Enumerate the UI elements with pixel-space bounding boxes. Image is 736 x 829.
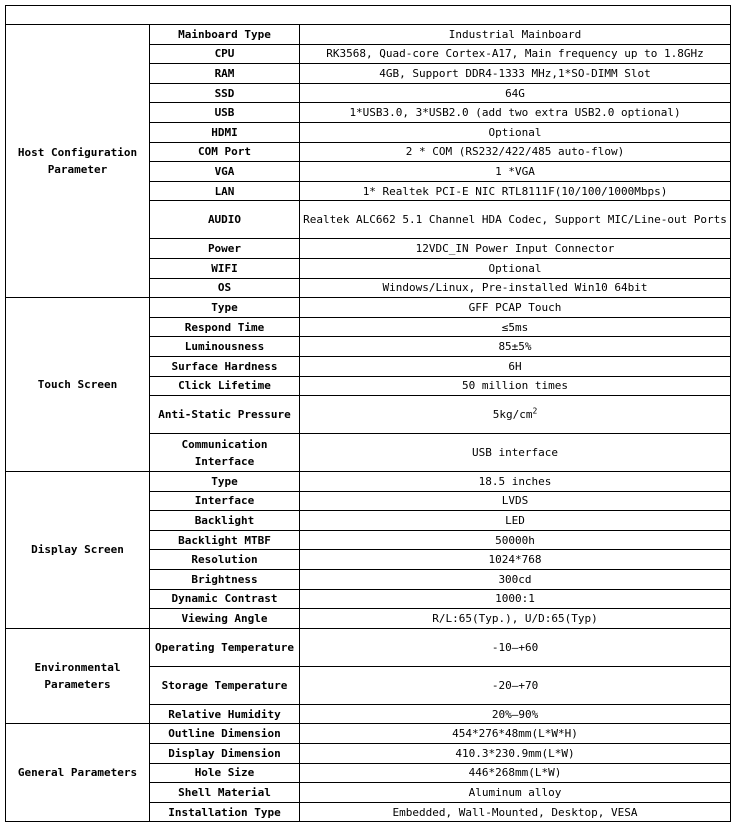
param-cell: Respond Time (150, 317, 300, 337)
value-cell (300, 162, 731, 182)
param-cell: OS (150, 278, 300, 298)
value-cell (300, 511, 731, 531)
param-cell: RAM (150, 64, 300, 84)
value-cell (300, 802, 731, 822)
value-text: 50 million times (462, 379, 568, 393)
value-text: 410.3*230.9mm(L*W) (455, 746, 575, 760)
value-cell (300, 64, 731, 84)
spec-table-body (6, 6, 731, 822)
value-cell (300, 317, 731, 337)
category-cell: Display Screen (6, 472, 150, 629)
value-cell (300, 83, 731, 103)
value-cell (300, 783, 731, 803)
param-cell: AUDIO (150, 201, 300, 239)
param-cell: Resolution (150, 550, 300, 570)
value-cell (300, 44, 731, 64)
param-cell: Power (150, 239, 300, 259)
value-cell (300, 628, 731, 666)
param-cell: Backlight (150, 511, 300, 531)
header-empty-cell (6, 6, 731, 25)
value-cell (300, 337, 731, 357)
table-row (6, 472, 731, 492)
header-empty-row (6, 6, 731, 25)
table-row (6, 25, 731, 45)
value-cell (300, 434, 731, 472)
value-cell (300, 609, 731, 629)
value-text: USB interface (471, 446, 559, 460)
value-text: 2 * COM (RS232/422/485 auto-flow) (405, 145, 625, 159)
value-text: 12VDC_IN Power Input Connector (415, 242, 615, 256)
category-cell: General Parameters (6, 724, 150, 822)
value-text: Realtek ALC662 5.1 Channel HDA Codec, Support MIC/Line-out Ports (303, 213, 727, 227)
value-text: 446*268mm(L*W) (468, 766, 562, 780)
param-cell: Display Dimension (150, 744, 300, 764)
value-cell (300, 201, 731, 239)
param-cell: Anti-Static Pressure (150, 396, 300, 434)
value-cell (300, 763, 731, 783)
param-cell: Brightness (150, 570, 300, 590)
value-cell (300, 550, 731, 570)
value-text: 85±5% (498, 340, 532, 354)
value-cell (300, 376, 731, 396)
value-text: LVDS (501, 494, 529, 508)
value-text: Embedded, Wall-Mounted, Desktop, VESA (392, 805, 638, 819)
value-text: 1024*768 (488, 553, 542, 567)
value-cell (300, 666, 731, 704)
value-text: 1 *VGA (495, 164, 535, 178)
value-cell (300, 278, 731, 298)
value-cell (300, 724, 731, 744)
value-cell (300, 258, 731, 278)
value-text: RK3568, Quad-core Cortex-A17, Main frequency up to 1.8GHz (326, 47, 704, 61)
category-cell: Environmental Parameters (6, 628, 150, 724)
value-text: 6H (508, 359, 522, 373)
param-cell: LAN (150, 181, 300, 201)
param-cell: Type (150, 298, 300, 318)
param-cell: Installation Type (150, 802, 300, 822)
param-cell: Backlight MTBF (150, 530, 300, 550)
value-text: -10—+60 (491, 640, 539, 654)
param-cell: Luminousness (150, 337, 300, 357)
value-text: 50000h (495, 533, 535, 547)
value-text: 64G (505, 86, 525, 100)
param-cell: Dynamic Contrast (150, 589, 300, 609)
param-cell: Relative Humidity (150, 704, 300, 724)
param-cell: Storage Temperature (150, 666, 300, 704)
param-cell: WIFI (150, 258, 300, 278)
value-cell (300, 704, 731, 724)
value-cell (300, 103, 731, 123)
value-cell (300, 181, 731, 201)
table-row (6, 724, 731, 744)
value-text: 1000:1 (495, 592, 535, 606)
value-text: GFF PCAP Touch (468, 300, 562, 314)
param-cell: Click Lifetime (150, 376, 300, 396)
value-cell (300, 396, 731, 434)
value-text: 1* Realtek PCI-E NIC RTL8111F(10/100/1000Mbps) (362, 184, 668, 198)
value-cell (300, 239, 731, 259)
category-cell: Host Configuration Parameter (6, 25, 150, 298)
param-cell: Operating Temperature (150, 628, 300, 666)
value-text: 300cd (498, 572, 532, 586)
value-cell (300, 142, 731, 162)
value-cell (300, 472, 731, 492)
value-superscript: 2 (532, 406, 538, 416)
param-cell: Viewing Angle (150, 609, 300, 629)
param-cell: Surface Hardness (150, 356, 300, 376)
param-cell: CPU (150, 44, 300, 64)
value-text: ≤5ms (501, 320, 529, 334)
param-cell: Interface (150, 491, 300, 511)
param-cell: COM Port (150, 142, 300, 162)
param-cell: USB (150, 103, 300, 123)
param-cell: SSD (150, 83, 300, 103)
value-cell (300, 122, 731, 142)
value-text: Optional (488, 261, 542, 275)
table-row (6, 628, 731, 666)
param-cell: HDMI (150, 122, 300, 142)
value-text: R/L:65(Typ.), U/D:65(Typ) (432, 612, 598, 626)
param-cell: Type (150, 472, 300, 492)
value-text: 18.5 inches (478, 474, 552, 488)
value-cell (300, 25, 731, 45)
param-cell: Hole Size (150, 763, 300, 783)
value-cell (300, 530, 731, 550)
value-text: Industrial Mainboard (448, 27, 582, 41)
value-cell (300, 570, 731, 590)
param-cell: Shell Material (150, 783, 300, 803)
value-cell (300, 589, 731, 609)
param-cell: Outline Dimension (150, 724, 300, 744)
value-text: 454*276*48mm(L*W*H) (452, 727, 578, 741)
value-cell (300, 491, 731, 511)
value-cell (300, 744, 731, 764)
value-cell (300, 298, 731, 318)
value-text: 1*USB3.0, 3*USB2.0 (add two extra USB2.0 optional) (349, 106, 681, 120)
param-cell: Mainboard Type (150, 25, 300, 45)
value-text: Aluminum alloy (468, 786, 562, 800)
value-text: 20%—90% (491, 707, 539, 721)
value-text: LED (505, 514, 525, 528)
table-row (6, 298, 731, 318)
value-cell (300, 356, 731, 376)
value-text: Windows/Linux, Pre-installed Win10 64bit (382, 281, 648, 295)
value-text: 5kg/cm (492, 408, 533, 422)
param-cell: VGA (150, 162, 300, 182)
value-text: 4GB, Support DDR4-1333 MHz,1*SO-DIMM Slot (379, 66, 651, 80)
value-text: -20—+70 (491, 678, 539, 692)
spec-table (5, 5, 731, 822)
category-cell: Touch Screen (6, 298, 150, 472)
value-text: Optional (488, 125, 542, 139)
param-cell: Communication Interface (150, 434, 300, 472)
